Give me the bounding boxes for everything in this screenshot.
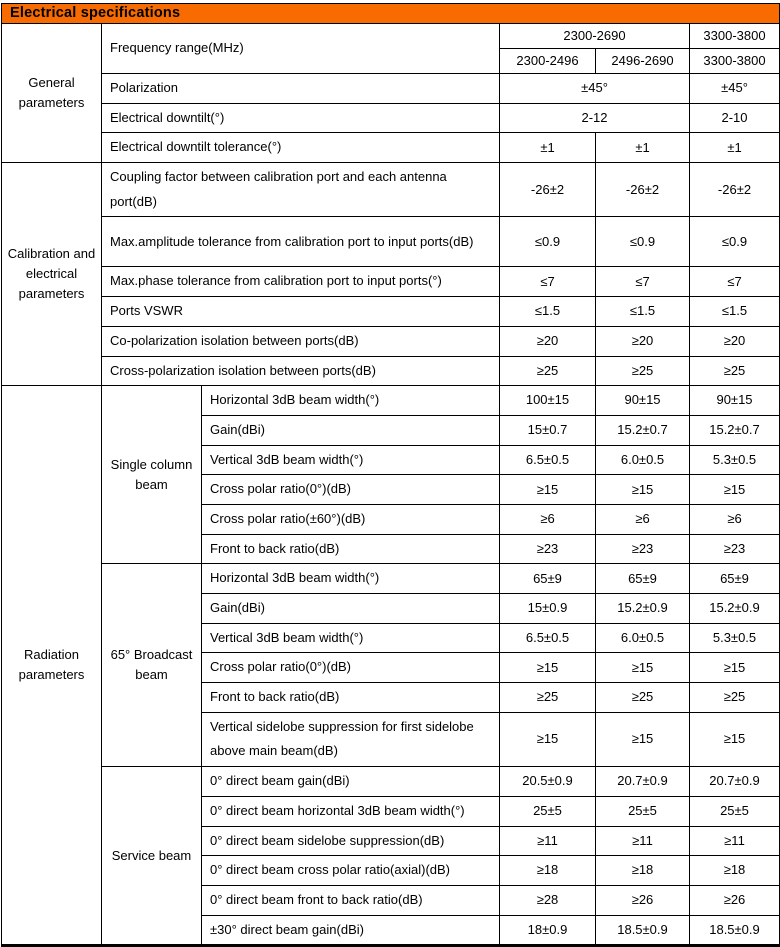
value-cell: ≥18: [690, 856, 780, 886]
value-cell: 18.5±0.9: [596, 915, 690, 946]
value-cell: ≤7: [500, 267, 596, 297]
value-cell: ±45°: [500, 74, 690, 104]
freq-subband-cell: 2300-2496: [500, 49, 596, 74]
value-cell: ≥25: [500, 356, 596, 386]
value-cell: ≥18: [500, 856, 596, 886]
value-cell: -26±2: [596, 163, 690, 217]
param-label-downtilt-tolerance: Electrical downtilt tolerance(°): [102, 133, 500, 163]
value-cell: ≥11: [690, 826, 780, 856]
value-cell: ≥28: [500, 885, 596, 915]
param-label-coupling-factor: Coupling factor between calibration port and each antenna port(dB): [102, 163, 500, 217]
value-cell: 5.3±0.5: [690, 445, 780, 475]
value-cell: 25±5: [690, 796, 780, 826]
value-cell: ≥25: [596, 356, 690, 386]
value-cell: ≥20: [596, 326, 690, 356]
param-label: 0° direct beam cross polar ratio(axial)(dB): [202, 856, 500, 886]
freq-subband-cell: 3300-3800: [690, 49, 780, 74]
value-cell: 25±5: [596, 796, 690, 826]
value-cell: -26±2: [500, 163, 596, 217]
value-cell: 15.2±0.9: [690, 594, 780, 624]
value-cell: 15.2±0.7: [596, 415, 690, 445]
value-cell: 6.5±0.5: [500, 623, 596, 653]
value-cell: 2-10: [690, 103, 780, 133]
beam-label-service: Service beam: [102, 767, 202, 946]
value-cell: ±1: [596, 133, 690, 163]
value-cell: 20.7±0.9: [690, 767, 780, 797]
value-cell: 65±9: [690, 564, 780, 594]
value-cell: ≤0.9: [690, 217, 780, 267]
electrical-specifications-table: [1, 3, 780, 947]
value-cell: 65±9: [500, 564, 596, 594]
value-cell: 15.2±0.9: [596, 594, 690, 624]
value-cell: 20.7±0.9: [596, 767, 690, 797]
value-cell: ≥23: [596, 534, 690, 564]
page-title: Electrical specifications: [2, 4, 780, 24]
value-cell: ≤7: [690, 267, 780, 297]
value-cell: 5.3±0.5: [690, 623, 780, 653]
param-label-polarization: Polarization: [102, 74, 500, 104]
param-label: Cross polar ratio(±60°)(dB): [202, 504, 500, 534]
value-cell: ≤0.9: [596, 217, 690, 267]
value-cell: ≥11: [596, 826, 690, 856]
value-cell: 15.2±0.7: [690, 415, 780, 445]
value-cell: ≤1.5: [500, 297, 596, 327]
value-cell: ≥25: [596, 683, 690, 713]
param-label: Vertical sidelobe suppression for first sidelobe above main beam(dB): [202, 712, 500, 766]
param-label: Horizontal 3dB beam width(°): [202, 386, 500, 416]
param-label-co-pol-isolation: Co-polarization isolation between ports(dB): [102, 326, 500, 356]
value-cell: ≥15: [596, 712, 690, 766]
value-cell: 65±9: [596, 564, 690, 594]
param-label: 0° direct beam horizontal 3dB beam width(°): [202, 796, 500, 826]
value-cell: ≥26: [596, 885, 690, 915]
param-label: Front to back ratio(dB): [202, 534, 500, 564]
value-cell: ≥15: [596, 653, 690, 683]
param-label: Vertical 3dB beam width(°): [202, 623, 500, 653]
value-cell: ≥20: [500, 326, 596, 356]
freq-band-group-cell: 2300-2690: [500, 24, 690, 49]
value-cell: ≥15: [690, 653, 780, 683]
value-cell: ≤1.5: [596, 297, 690, 327]
section-label-calibration: Calibration and electrical parameters: [2, 163, 102, 386]
value-cell: 6.0±0.5: [596, 445, 690, 475]
value-cell: 18±0.9: [500, 915, 596, 946]
value-cell: ≥25: [690, 683, 780, 713]
value-cell: 20.5±0.9: [500, 767, 596, 797]
value-cell: 90±15: [690, 386, 780, 416]
param-label: Gain(dBi): [202, 415, 500, 445]
value-cell: ≥15: [690, 712, 780, 766]
section-label-radiation: Radiation parameters: [2, 386, 102, 946]
value-cell: ≤1.5: [690, 297, 780, 327]
param-label: 0° direct beam front to back ratio(dB): [202, 885, 500, 915]
value-cell: ≥15: [500, 712, 596, 766]
param-label-ports-vswr: Ports VSWR: [102, 297, 500, 327]
value-cell: 15±0.9: [500, 594, 596, 624]
value-cell: ≥15: [500, 475, 596, 505]
value-cell: 6.0±0.5: [596, 623, 690, 653]
value-cell: ≥6: [690, 504, 780, 534]
value-cell: 18.5±0.9: [690, 915, 780, 946]
param-label: 0° direct beam gain(dBi): [202, 767, 500, 797]
value-cell: ≥6: [596, 504, 690, 534]
value-cell: -26±2: [690, 163, 780, 217]
param-label: Gain(dBi): [202, 594, 500, 624]
param-label-phase-tolerance: Max.phase tolerance from calibration port to input ports(°): [102, 267, 500, 297]
value-cell: ≥15: [596, 475, 690, 505]
value-cell: ≥6: [500, 504, 596, 534]
value-cell: ≥23: [500, 534, 596, 564]
param-label-amplitude-tolerance: Max.amplitude tolerance from calibration port to input ports(dB): [102, 217, 500, 267]
value-cell: ≥25: [500, 683, 596, 713]
param-label: Cross polar ratio(0°)(dB): [202, 653, 500, 683]
value-cell: 90±15: [596, 386, 690, 416]
beam-label-single-column: Single column beam: [102, 386, 202, 564]
param-label-cross-pol-isolation: Cross-polarization isolation between ports(dB): [102, 356, 500, 386]
value-cell: 6.5±0.5: [500, 445, 596, 475]
param-label: Front to back ratio(dB): [202, 683, 500, 713]
beam-label-broadcast: 65° Broadcast beam: [102, 564, 202, 767]
value-cell: ≥18: [596, 856, 690, 886]
value-cell: ≥25: [690, 356, 780, 386]
value-cell: ≥23: [690, 534, 780, 564]
param-label: Cross polar ratio(0°)(dB): [202, 475, 500, 505]
value-cell: 25±5: [500, 796, 596, 826]
param-label-frequency-range: Frequency range(MHz): [102, 24, 500, 74]
param-label: Horizontal 3dB beam width(°): [202, 564, 500, 594]
value-cell: ≤0.9: [500, 217, 596, 267]
value-cell: ±1: [500, 133, 596, 163]
param-label: 0° direct beam sidelobe suppression(dB): [202, 826, 500, 856]
value-cell: ≥26: [690, 885, 780, 915]
value-cell: ≥15: [690, 475, 780, 505]
freq-band-group-cell: 3300-3800: [690, 24, 780, 49]
value-cell: ≥11: [500, 826, 596, 856]
value-cell: 100±15: [500, 386, 596, 416]
value-cell: ±45°: [690, 74, 780, 104]
freq-subband-cell: 2496-2690: [596, 49, 690, 74]
value-cell: ±1: [690, 133, 780, 163]
value-cell: ≥20: [690, 326, 780, 356]
value-cell: ≤7: [596, 267, 690, 297]
value-cell: 15±0.7: [500, 415, 596, 445]
param-label: Vertical 3dB beam width(°): [202, 445, 500, 475]
value-cell: ≥15: [500, 653, 596, 683]
section-label-general: General parameters: [2, 24, 102, 163]
param-label: ±30° direct beam gain(dBi): [202, 915, 500, 946]
value-cell: 2-12: [500, 103, 690, 133]
param-label-electrical-downtilt: Electrical downtilt(°): [102, 103, 500, 133]
